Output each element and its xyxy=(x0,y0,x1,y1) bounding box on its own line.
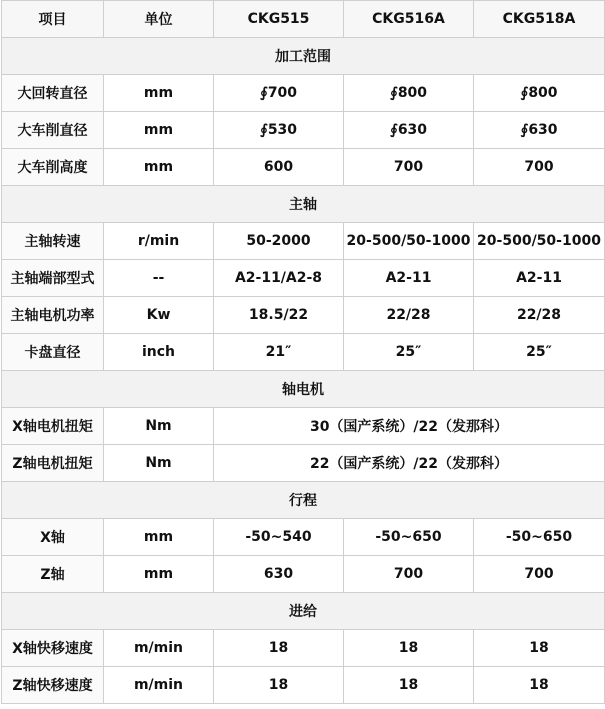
row-label: Z轴快移速度 xyxy=(2,667,104,704)
row-value: 700 xyxy=(474,149,605,186)
section-row-travel xyxy=(2,482,605,519)
row-value: A2-11/A2-8 xyxy=(214,260,344,297)
row-value: 18 xyxy=(214,630,344,667)
row-value: 630 xyxy=(214,556,344,593)
row-value: 20-500/50-1000 xyxy=(344,223,474,260)
header-model-ckg515: CKG515 xyxy=(214,1,344,38)
row-label: 主轴电机功率 xyxy=(2,297,104,334)
row-value: 18 xyxy=(214,667,344,704)
table-row xyxy=(2,667,605,704)
section-row-spindle xyxy=(2,186,605,223)
table-row xyxy=(2,260,605,297)
row-label: X轴 xyxy=(2,519,104,556)
row-value: ∮530 xyxy=(214,112,344,149)
row-value: 18 xyxy=(474,630,605,667)
table-row xyxy=(2,408,605,445)
table-row xyxy=(2,445,605,482)
row-label: 卡盘直径 xyxy=(2,334,104,371)
row-label: Z轴 xyxy=(2,556,104,593)
row-unit: Kw xyxy=(104,297,214,334)
row-unit: Nm xyxy=(104,408,214,445)
row-value: A2-11 xyxy=(474,260,605,297)
row-value: 700 xyxy=(344,149,474,186)
row-unit: -- xyxy=(104,260,214,297)
section-title: 轴电机 xyxy=(2,371,605,408)
row-value: ∮630 xyxy=(474,112,605,149)
row-value: 700 xyxy=(474,556,605,593)
row-unit: inch xyxy=(104,334,214,371)
row-value: 700 xyxy=(344,556,474,593)
row-value: 600 xyxy=(214,149,344,186)
table-row xyxy=(2,556,605,593)
row-value: 50-2000 xyxy=(214,223,344,260)
row-label: 大车削高度 xyxy=(2,149,104,186)
row-unit: mm xyxy=(104,149,214,186)
row-value-merged: 30（国产系统）/22（发那科） xyxy=(214,408,605,445)
row-label: 主轴转速 xyxy=(2,223,104,260)
row-label: 主轴端部型式 xyxy=(2,260,104,297)
row-unit: mm xyxy=(104,75,214,112)
row-value: 18 xyxy=(474,667,605,704)
row-label: X轴电机扭矩 xyxy=(2,408,104,445)
table-row xyxy=(2,630,605,667)
header-unit: 单位 xyxy=(104,1,214,38)
row-value: 22/28 xyxy=(474,297,605,334)
section-title: 进给 xyxy=(2,593,605,630)
row-label: 大车削直径 xyxy=(2,112,104,149)
row-value: 25″ xyxy=(474,334,605,371)
section-title: 主轴 xyxy=(2,186,605,223)
row-value: -50~650 xyxy=(474,519,605,556)
header-model-ckg516a: CKG516A xyxy=(344,1,474,38)
section-row-machining-range xyxy=(2,38,605,75)
row-unit: Nm xyxy=(104,445,214,482)
row-unit: m/min xyxy=(104,667,214,704)
row-value: 25″ xyxy=(344,334,474,371)
row-unit: mm xyxy=(104,112,214,149)
table-row xyxy=(2,112,605,149)
row-value: ∮800 xyxy=(344,75,474,112)
spec-table xyxy=(1,0,605,704)
table-row xyxy=(2,519,605,556)
row-value: 20-500/50-1000 xyxy=(474,223,605,260)
row-value: 18.5/22 xyxy=(214,297,344,334)
row-unit: m/min xyxy=(104,630,214,667)
section-title: 加工范围 xyxy=(2,38,605,75)
row-value: -50~650 xyxy=(344,519,474,556)
section-title: 行程 xyxy=(2,482,605,519)
row-value: 22/28 xyxy=(344,297,474,334)
row-value: 18 xyxy=(344,667,474,704)
table-row xyxy=(2,75,605,112)
row-unit: mm xyxy=(104,519,214,556)
row-label: Z轴电机扭矩 xyxy=(2,445,104,482)
header-model-ckg518a: CKG518A xyxy=(474,1,605,38)
section-row-feed xyxy=(2,593,605,630)
section-row-axis-motor xyxy=(2,371,605,408)
row-value: 18 xyxy=(344,630,474,667)
header-item: 项目 xyxy=(2,1,104,38)
row-label: X轴快移速度 xyxy=(2,630,104,667)
row-value: ∮630 xyxy=(344,112,474,149)
row-unit: mm xyxy=(104,556,214,593)
table-row xyxy=(2,297,605,334)
table-row xyxy=(2,334,605,371)
table-row xyxy=(2,149,605,186)
row-value: -50~540 xyxy=(214,519,344,556)
row-unit: r/min xyxy=(104,223,214,260)
row-value: ∮700 xyxy=(214,75,344,112)
header-row xyxy=(2,1,605,38)
row-value-merged: 22（国产系统）/22（发那科） xyxy=(214,445,605,482)
table-row xyxy=(2,223,605,260)
row-label: 大回转直径 xyxy=(2,75,104,112)
row-value: ∮800 xyxy=(474,75,605,112)
row-value: A2-11 xyxy=(344,260,474,297)
row-value: 21″ xyxy=(214,334,344,371)
